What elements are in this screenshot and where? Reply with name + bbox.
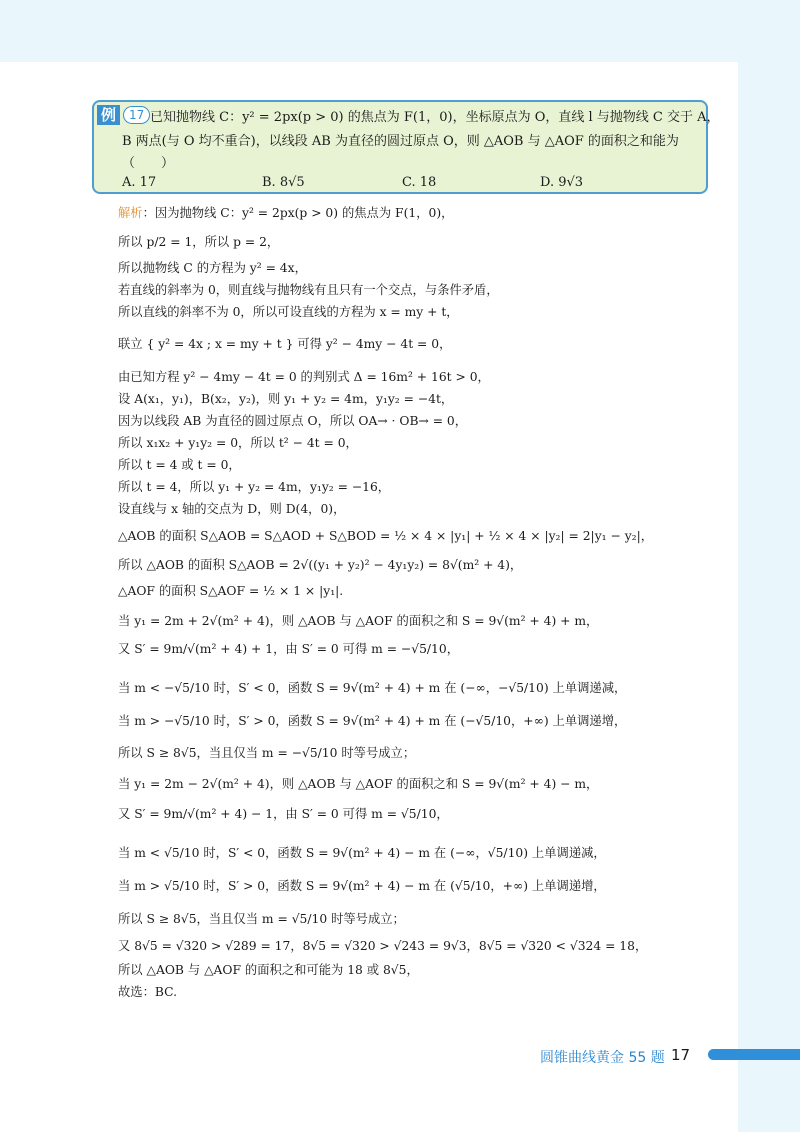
solution-line: 设 A(x₁，y₁)，B(x₂，y₂)，则 y₁ + y₂ = 4m，y₁y₂ = −4t， [118, 392, 454, 406]
solution-line: 所以 t = 4 或 t = 0， [118, 458, 241, 472]
example-number: 17 [123, 106, 150, 124]
footer-accent-bar [708, 1049, 800, 1060]
solution-line: 所以直线的斜率不为 0，所以可设直线的方程为 x = my + t， [118, 305, 459, 319]
problem-line: 已知抛物线 C：y² = 2px(p > 0) 的焦点为 F(1，0)，坐标原点为 O，直线 l 与抛物线 C 交于 A， [150, 110, 720, 125]
option-d: D. 9√3 [540, 175, 584, 190]
solution-first-line: ：因为抛物线 C：y² = 2px(p > 0) 的焦点为 F(1，0)， [142, 206, 454, 220]
example-label: 例 [97, 105, 120, 125]
solution-line: 所以抛物线 C 的方程为 y² = 4x， [118, 261, 307, 275]
example-tag [97, 105, 150, 125]
page-number: 17 [671, 1046, 691, 1064]
solution-line: 由已知方程 y² − 4my − 4t = 0 的判别式 Δ = 16m² + 16t > 0， [118, 370, 490, 384]
problem-line: B 两点(与 O 均不重合)，以线段 AB 为直径的圆过原点 O，则 △AOB 与 △AOF 的面积之和能为 [122, 134, 679, 149]
right-margin-band [738, 0, 800, 1132]
solution-line: 所以 S ≥ 8√5，当且仅当 m = −√5/10 时等号成立； [118, 746, 416, 760]
solution-line: 当 y₁ = 2m + 2√(m² + 4)，则 △AOB 与 △AOF 的面积之和 S = 9√(m² + 4) + m， [118, 614, 599, 628]
option-c: C. 18 [402, 175, 437, 190]
footer-book-title: 圆锥曲线黄金 55 题 [540, 1050, 665, 1066]
solution-line: 所以 t = 4，所以 y₁ + y₂ = 4m，y₁y₂ = −16， [118, 480, 391, 494]
option-a: A. 17 [122, 175, 157, 190]
solution-line: 又 S′ = 9m/√(m² + 4) + 1，由 S′ = 0 可得 m = −√5/10， [118, 642, 459, 656]
solution-line: 当 y₁ = 2m − 2√(m² + 4)，则 △AOB 与 △AOF 的面积之和 S = 9√(m² + 4) − m， [118, 777, 599, 791]
solution-line: 若直线的斜率为 0，则直线与抛物线有且只有一个交点，与条件矛盾， [118, 283, 499, 297]
solution-line: 当 m < √5/10 时，S′ < 0，函数 S = 9√(m² + 4) − m 在 (−∞，√5/10) 上单调递减， [118, 846, 606, 860]
solution-line: 当 m > −√5/10 时，S′ > 0，函数 S = 9√(m² + 4) + m 在 (−√5/10，+∞) 上单调递增， [118, 714, 627, 728]
option-b: B. 8√5 [262, 175, 305, 190]
solution-line: 所以 p/2 = 1，所以 p = 2， [118, 235, 280, 249]
solution-line: 又 S′ = 9m/√(m² + 4) − 1，由 S′ = 0 可得 m = √5/10， [118, 807, 449, 821]
top-margin-band [0, 0, 800, 62]
problem-line: （ ） [122, 156, 175, 171]
solution-line: 故选：BC. [118, 985, 178, 999]
solution-intro-line [118, 205, 453, 221]
solution-line: 当 m > √5/10 时，S′ > 0，函数 S = 9√(m² + 4) − m 在 (√5/10，+∞) 上单调递增， [118, 879, 606, 893]
solution-line: 联立 { y² = 4x ; x = my + t } 可得 y² − 4my − 4t = 0， [118, 337, 452, 351]
solution-line: 所以 S ≥ 8√5，当且仅当 m = √5/10 时等号成立； [118, 912, 405, 926]
solution-line: △AOB 的面积 S△AOB = S△AOD + S△BOD = ½ × 4 × |y₁| + ½ × 4 × |y₂| = 2|y₁ − y₂|， [118, 529, 654, 543]
solution-label: 解析 [118, 206, 143, 220]
solution-line: 所以 △AOB 与 △AOF 的面积之和可能为 18 或 8√5， [118, 963, 419, 977]
solution-line: △AOF 的面积 S△AOF = ½ × 1 × |y₁|. [118, 584, 344, 598]
solution-line: 所以 x₁x₂ + y₁y₂ = 0，所以 t² − 4t = 0， [118, 436, 358, 450]
solution-line: 当 m < −√5/10 时，S′ < 0，函数 S = 9√(m² + 4) + m 在 (−∞，−√5/10) 上单调递减， [118, 681, 627, 695]
solution-line: 又 8√5 = √320 > √289 = 17，8√5 = √320 > √243 = 9√3，8√5 = √320 < √324 = 18， [118, 939, 648, 953]
solution-line: 因为以线段 AB 为直径的圆过原点 O，所以 OA→ · OB→ = 0， [118, 414, 468, 428]
solution-line: 设直线与 x 轴的交点为 D，则 D(4，0)， [118, 502, 346, 516]
solution-line: 所以 △AOB 的面积 S△AOB = 2√((y₁ + y₂)² − 4y₁y₂) = 8√(m² + 4)， [118, 558, 523, 572]
